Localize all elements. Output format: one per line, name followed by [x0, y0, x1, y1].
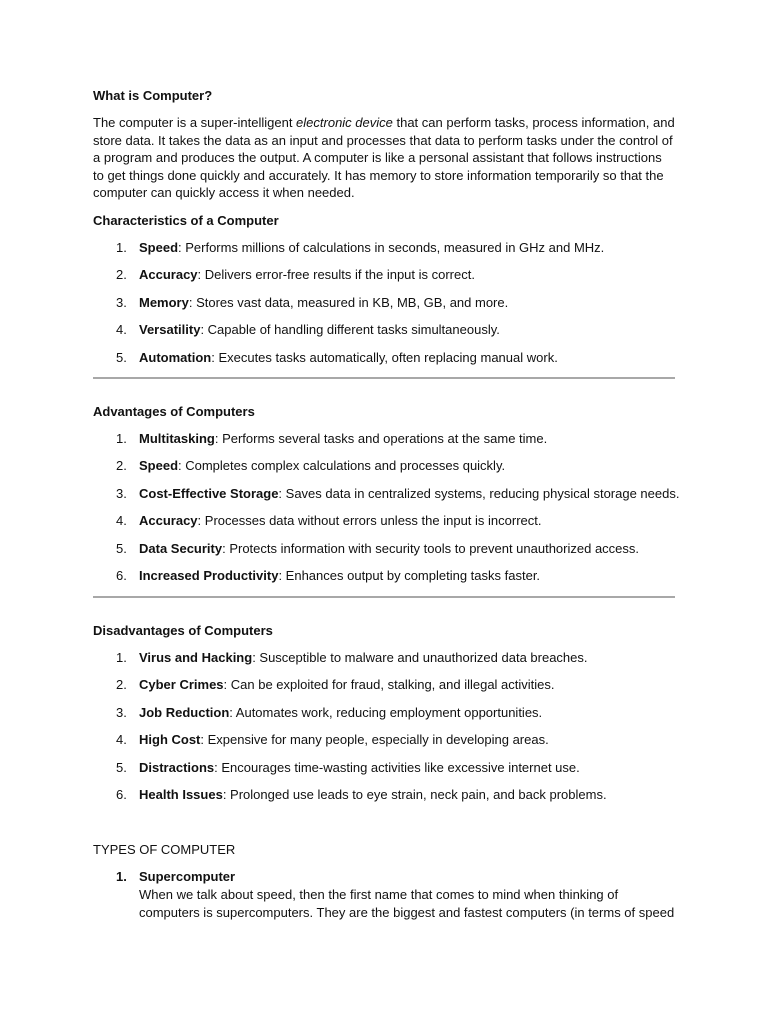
list-number: 4. [116, 513, 127, 529]
list-item [93, 295, 675, 322]
characteristics-heading: Characteristics of a Computer [93, 213, 279, 228]
list-desc: : Capable of handling different tasks simultaneously. [200, 322, 500, 338]
intro-text-before: The computer is a super-intelligent [93, 115, 297, 130]
list-number: 1. [116, 240, 127, 255]
list-desc: : Processes data without errors unless the input is incorrect. [197, 513, 542, 529]
list-desc: : Encourages time-wasting activities like excessive internet use. [214, 759, 580, 775]
list-desc: : Automates work, reducing employment opportunities. [229, 704, 543, 720]
list-item [93, 485, 680, 513]
list-item [93, 787, 675, 814]
list-number: 4. [116, 732, 127, 748]
list-term: Versatility [139, 322, 201, 338]
list-number: 6. [116, 567, 127, 583]
list-number: 6. [116, 786, 127, 802]
list-term: Automation [139, 349, 212, 365]
list-number: 5. [116, 759, 127, 775]
disadvantages-heading: Disadvantages of Computers [93, 623, 273, 638]
list-item [93, 650, 675, 677]
list-term: Job Reduction [139, 704, 230, 720]
list-item [93, 705, 675, 732]
intro-text-after: that can perform tasks, process information, and store data. It takes the data as an input and processes that data to perform tasks under the control of a program and produces the output. A computer is like a personal assistant that follows instructions to get things done quickly and accurately. It has memory to store information temporarily so that the computer can quickly access it when needed. [93, 115, 675, 201]
type-title: Supercomputer [139, 869, 236, 884]
intro-paragraph [93, 114, 675, 202]
list-item [93, 458, 675, 485]
list-term: Accuracy [139, 267, 198, 283]
list-desc: : Delivers error-free results if the input is correct. [197, 267, 475, 283]
list-item [93, 240, 675, 267]
intro-heading: What is Computer? [93, 88, 213, 103]
list-item [93, 677, 675, 704]
list-number: 3. [116, 294, 127, 310]
list-term: Speed [139, 458, 179, 474]
list-number: 3. [116, 704, 127, 720]
list-item [93, 322, 675, 349]
type-body: When we talk about speed, then the first name that comes to mind when thinking of computers is supercomputers. They are the biggest and fastest computers (in terms of speed [139, 887, 675, 920]
list-term: Virus and Hacking [139, 650, 253, 665]
list-item [93, 513, 675, 540]
list-item [93, 541, 675, 568]
section-divider [93, 596, 675, 598]
list-desc: : Stores vast data, measured in KB, MB, GB, and more. [188, 294, 509, 310]
list-number: 3. [116, 485, 127, 501]
list-number: 1. [116, 431, 127, 446]
advantages-heading: Advantages of Computers [93, 404, 255, 419]
section-divider [93, 377, 675, 379]
list-desc: : Completes complex calculations and processes quickly. [178, 458, 506, 474]
list-desc: : Susceptible to malware and unauthorized data breaches. [252, 650, 588, 665]
list-number: 2. [116, 677, 127, 693]
list-desc: : Expensive for many people, especially in developing areas. [200, 732, 549, 748]
list-number: 1. [116, 869, 127, 884]
disadvantages-list [93, 650, 675, 814]
list-item [93, 350, 675, 377]
list-number: 5. [116, 540, 127, 556]
list-term: Data Security [139, 540, 223, 556]
list-desc: : Protects information with security tools to prevent unauthorized access. [222, 540, 640, 556]
list-term: Memory [139, 294, 189, 310]
list-desc: : Prolonged use leads to eye strain, neck pain, and back problems. [222, 786, 607, 802]
types-heading: TYPES OF COMPUTER [93, 842, 236, 857]
list-desc: : Enhances output by completing tasks faster. [278, 567, 541, 583]
list-term: Increased Productivity [139, 567, 279, 583]
intro-text-emphasis: electronic device [296, 115, 393, 130]
list-desc: : Can be exploited for fraud, stalking, and illegal activities. [223, 677, 555, 693]
list-item [93, 267, 675, 294]
list-number: 1. [116, 650, 127, 665]
list-term: Cyber Crimes [139, 677, 224, 693]
list-term: Cost-Effective Storage [139, 485, 279, 501]
list-item [93, 760, 675, 787]
advantages-list [93, 431, 680, 595]
list-desc: : Performs millions of calculations in seconds, measured in GHz and MHz. [178, 240, 605, 255]
list-desc: : Saves data in centralized systems, reducing physical storage needs. [278, 485, 680, 501]
list-term: High Cost [139, 732, 201, 748]
list-item [93, 431, 675, 458]
list-desc: : Executes tasks automatically, often replacing manual work. [211, 349, 558, 365]
list-term: Accuracy [139, 513, 198, 529]
list-term: Health Issues [139, 786, 223, 802]
list-number: 2. [116, 267, 127, 283]
list-item [93, 732, 675, 759]
list-number: 2. [116, 458, 127, 474]
list-number: 4. [116, 322, 127, 338]
list-term: Multitasking [139, 431, 215, 446]
list-number: 5. [116, 349, 127, 365]
list-desc: : Performs several tasks and operations at the same time. [214, 431, 548, 446]
characteristics-list [93, 240, 675, 377]
list-item [93, 568, 675, 595]
list-term: Distractions [139, 759, 215, 775]
list-term: Speed [139, 240, 179, 255]
